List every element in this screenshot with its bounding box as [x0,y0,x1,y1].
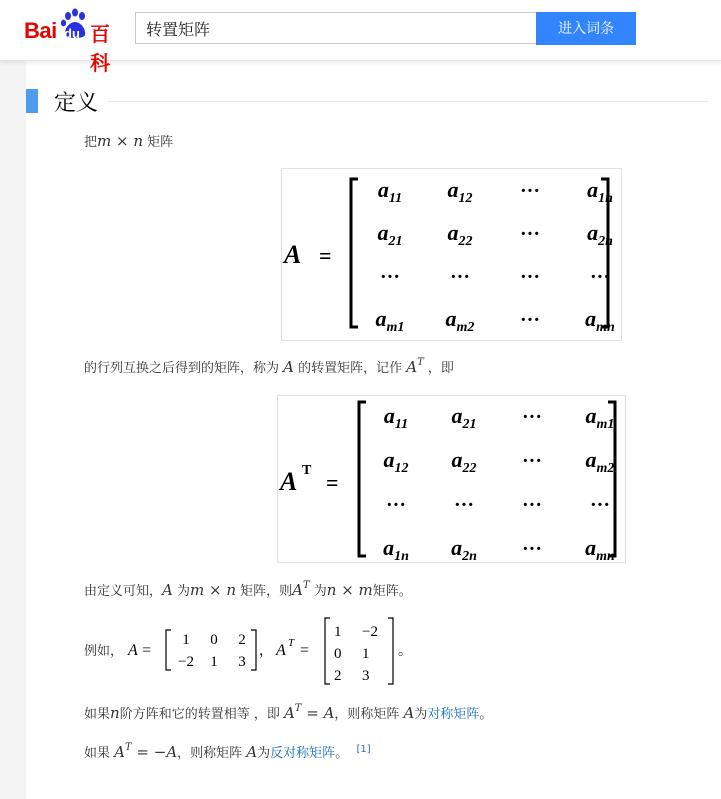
example-A-cells [178,632,246,670]
text: 矩阵。 [372,584,412,599]
matrix-cell: $a_{12}$ [383,447,409,476]
matrix-cell: $a_{22}$ [447,220,473,249]
enter-entry-button[interactable]: 进入词条 [536,12,636,45]
text: 。 [335,746,349,761]
math-sup-T: T [294,703,302,714]
example-AT-cells [334,624,378,684]
section-title: 定义 [54,91,99,116]
matrix-a-formula [282,169,621,340]
math-n-times-m: n × m [326,581,373,599]
matrix-cell: ··· [521,538,543,560]
math-sup-T: T [417,357,424,368]
math-A: A [283,358,294,376]
text: 阶方阵和它的转置相等 ，即 [119,707,284,722]
example-A-label: A [128,642,138,659]
top-bar [0,0,721,75]
matrix-cell: ··· [521,406,543,428]
left-bracket [351,179,358,327]
math-m-times-n: m × n [190,581,236,599]
matrix-cell: 3 [238,654,246,670]
section-divider [108,101,708,102]
matrix-a-image[interactable] [281,168,622,341]
math-A: A [283,704,295,722]
paragraph-4-label: 例如， [84,644,124,659]
left-bracket [359,402,366,556]
matrix-cell: $a_{11}$ [383,403,409,432]
matrix-equals: = [319,243,332,268]
citation-link[interactable]: [1] [356,744,371,755]
matrix-at-formula [278,396,625,562]
paragraph-5 [84,703,492,722]
matrix-cell: ··· [589,266,611,288]
matrix-at-image[interactable] [277,395,626,563]
matrix-cell: $a_{m1}$ [375,306,405,335]
paragraph-1 [84,131,173,150]
matrix-cell: ··· [521,450,543,472]
text: 矩阵 [143,135,174,150]
logo-text: Bai [24,18,57,43]
baidu-baike-logo[interactable] [24,8,128,75]
logo-baike: 百科 [90,22,110,75]
matrix-cell: 0 [210,632,218,648]
math-eq-neg-A: = −A [131,743,178,761]
math-A: A [403,704,415,722]
example-AT-sup: T [288,637,295,649]
matrix-cells [376,177,615,335]
matrix-cell: 3 [362,668,370,684]
matrix-cell: 2 [238,632,246,648]
matrix-cell: $a_{21}$ [377,220,403,249]
search-input[interactable] [135,12,536,44]
matrix-sup: T [302,463,312,478]
text: 矩阵，则 [236,584,293,599]
matrix-cell: 1 [334,624,342,640]
matrix-cell: $a_{12}$ [447,177,473,206]
matrix-cell: 1 [210,654,218,670]
text: 为 [414,707,428,722]
logo-du: du [64,26,80,41]
matrix-label: A [284,240,302,269]
text: 由定义可知， [84,584,163,599]
matrix-cell: ··· [519,309,541,331]
left-gutter [0,61,26,799]
matrix-cell: $a_{21}$ [451,403,477,432]
matrix-cell: ··· [589,494,611,516]
matrix-cell: ··· [519,223,541,245]
example-AT-eq: = [300,642,310,659]
text: ，即 [423,361,454,376]
example-AT-label: A [276,642,286,659]
left-bracket [166,630,171,670]
text: 为 [172,584,190,599]
matrix-cell: 1 [182,632,190,648]
math-A: A [246,743,258,761]
matrix-cell: $a_{1n}$ [587,177,613,206]
matrix-cell: $a_{mn}$ [585,306,615,335]
matrix-cell: 2 [334,668,342,684]
matrix-equals: = [326,470,339,495]
matrix-cell: $a_{2n}$ [451,535,477,562]
example-formula [126,614,426,688]
math-n: n [133,132,144,150]
symmetric-matrix-link[interactable]: 对称矩阵 [427,707,480,722]
matrix-cell: 0 [334,646,342,662]
matrix-cell: −2 [178,654,194,670]
matrix-cell: ··· [379,266,401,288]
text: 如果 [84,746,115,761]
matrix-cell: $a_{11}$ [377,177,403,206]
text: 为 [309,584,327,599]
matrix-cell: $a_{2n}$ [587,220,613,249]
math-n: n [110,704,120,722]
text: ，则称矩阵 [334,707,404,722]
matrix-cell: ··· [453,494,475,516]
matrix-cell: $a_{22}$ [451,447,477,476]
matrix-cell: ··· [519,180,541,202]
math-A: A [406,358,418,376]
text: 的行列互换之后得到的矩阵，称为 [84,361,284,376]
matrix-cell: −2 [362,624,378,640]
math-sup-T: T [302,580,310,591]
section-marker [26,89,38,113]
text: 。 [479,707,493,722]
matrix-cell: $a_{1n}$ [383,535,409,562]
example-A-eq: = [142,642,152,659]
text: 如果 [84,707,111,722]
math-times: × [111,132,134,150]
matrix-cell: ··· [385,494,407,516]
paragraph-3 [84,580,412,599]
matrix-cell: $a_{m2}$ [445,306,475,335]
right-bracket [251,630,256,670]
matrix-cell: ··· [449,266,471,288]
matrix-cell: ··· [521,494,543,516]
matrix-cell: $a_{mn}$ [585,535,615,562]
matrix-label: A [280,467,298,496]
math-eq-A: = A [301,704,335,722]
math-A: A [162,581,173,599]
paragraph-2 [84,357,454,376]
example-end: 。 [398,644,412,659]
antisymmetric-matrix-link[interactable]: 反对称矩阵 [270,746,336,761]
matrix-cell: 1 [362,646,370,662]
text: 的转置矩阵，记作 [293,361,407,376]
example-sep: ， [259,644,273,659]
text: 为 [257,746,271,761]
text: ，则称矩阵 [177,746,247,761]
matrix-cell: ··· [519,266,541,288]
right-bracket [388,618,393,684]
math-A: A [114,743,125,761]
paragraph-6 [84,742,371,761]
math-sup-T: T [124,742,132,753]
matrix-cell: $a_{m2}$ [585,447,615,476]
text: 把 [84,135,98,150]
matrix-cell: $a_{m1}$ [585,403,615,432]
math-m: m [97,132,112,150]
math-A: A [292,581,303,599]
left-bracket [325,618,330,684]
matrix-cells [383,403,615,562]
